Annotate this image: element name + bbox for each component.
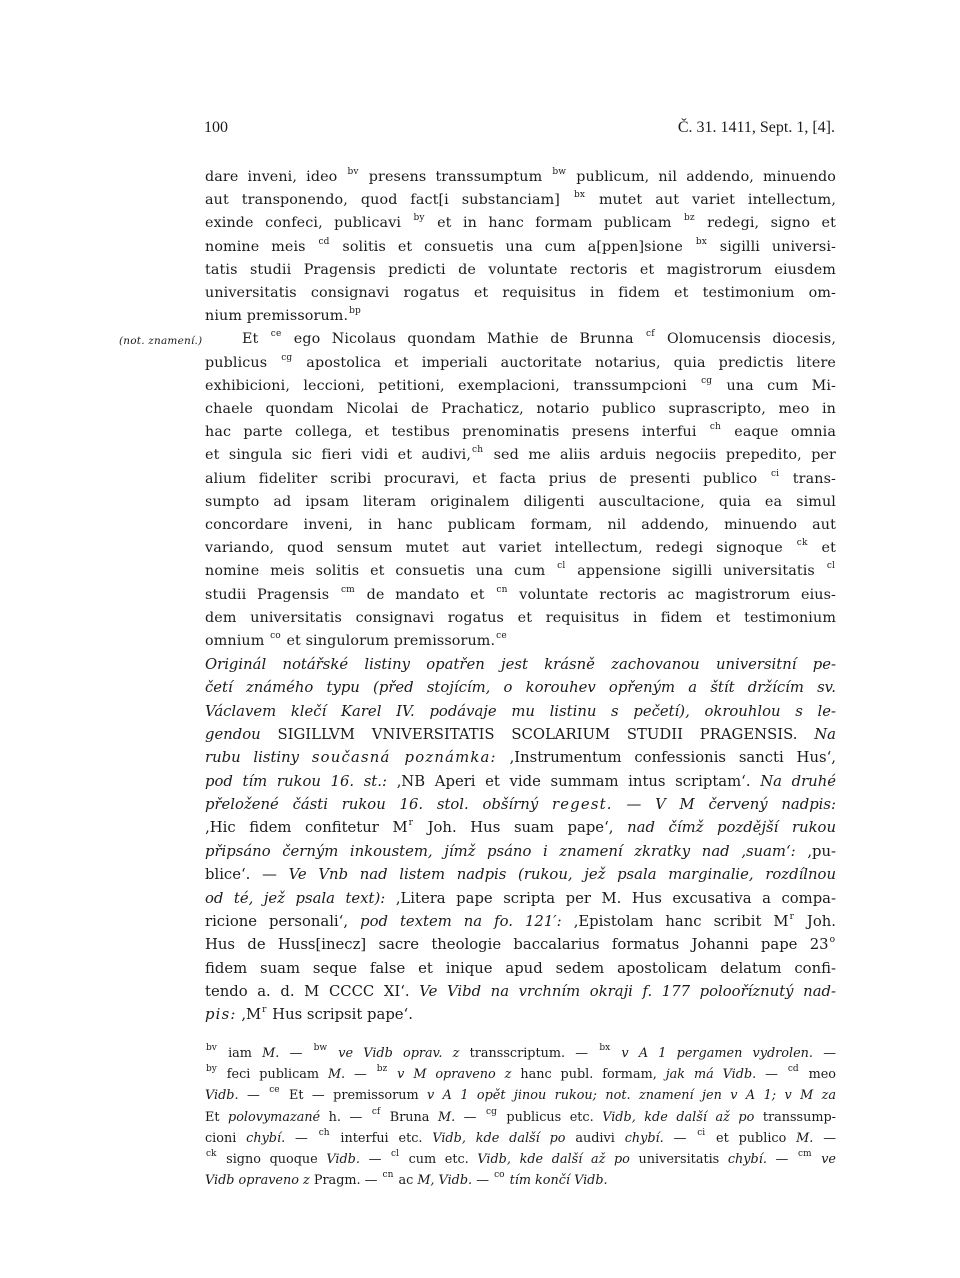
italic-text: M. xyxy=(327,1067,346,1083)
note-marker: bx xyxy=(573,190,586,201)
italic-text: V M červený nadpis: xyxy=(655,796,836,814)
text-run: Bruna xyxy=(381,1109,438,1125)
text-run: Et xyxy=(205,1109,229,1125)
text-run: et xyxy=(808,540,836,557)
main-text-line xyxy=(205,212,836,235)
text-run: universitatis xyxy=(629,1152,728,1167)
note-marker: bz xyxy=(376,1064,388,1075)
italic-text: pod tím rukou 16. st.: xyxy=(205,772,387,790)
italic-text: četí známého typu (před stojícím, o korouhev opřeným a štít držícím sv. xyxy=(205,679,836,697)
note-marker: co xyxy=(494,1170,505,1181)
text-run: audivi xyxy=(565,1130,625,1146)
margin-note: (not. znamení.) xyxy=(119,335,203,347)
text-run: ‚NB Aperi et vide summam intus scriptam‘. xyxy=(386,772,761,790)
text-run: meo xyxy=(799,1067,837,1083)
text-run: ‚M xyxy=(236,1006,262,1024)
text-run: transsump- xyxy=(754,1109,836,1125)
text-run: et in hanc formam publicam xyxy=(425,215,683,232)
commentary-line xyxy=(205,723,836,746)
text-run: voluntate rectoris ac magistrorum eius- xyxy=(508,586,836,603)
main-text-line xyxy=(205,491,836,514)
text-run: eaque omnia xyxy=(721,424,837,441)
note-marker: ck xyxy=(206,1149,217,1159)
main-text-line xyxy=(205,560,836,583)
main-text-line xyxy=(205,537,836,560)
italic-text: Ve Vnb nad listem nadpis (rukou, jež psala marginalie, rozdílnou xyxy=(288,866,836,884)
main-text-line xyxy=(205,398,836,421)
text-run: ‚Instrumentum confessionis sancti Hus‘, xyxy=(496,749,836,767)
text-run: Olomucensis diocesis, xyxy=(655,331,836,348)
note-marker: bv xyxy=(347,167,359,177)
text-run: — xyxy=(612,796,656,814)
main-text-line xyxy=(205,305,836,328)
note-marker: by xyxy=(206,1064,217,1075)
note-marker: cm xyxy=(341,584,355,595)
italic-text: přeložené části rukou 16. stol. obšírný xyxy=(205,796,552,814)
italic-text: pod textem na fo. 121′: xyxy=(360,912,562,930)
text-run: h. — xyxy=(320,1109,371,1125)
commentary-line xyxy=(205,910,836,933)
text-run: — xyxy=(766,1152,797,1167)
text-run: — xyxy=(359,1152,391,1167)
commentary-line xyxy=(205,700,836,723)
text-run: sed me aliis arduis negociis prepedito, per xyxy=(484,447,836,464)
main-text-line xyxy=(205,514,836,537)
text-run: exhibicioni, leccioni, petitioni, exemplacioni, transsumpcioni xyxy=(205,377,701,394)
note-marker: cn xyxy=(496,584,508,595)
main-text-line xyxy=(205,259,836,282)
main-text-line xyxy=(205,282,836,305)
italic-text: v A 1 opět jinou rukou; not. znamení jen v A 1; v M za xyxy=(427,1088,837,1104)
italic-text: Vidb, kde další až po xyxy=(477,1152,630,1167)
note-marker: ce xyxy=(496,631,507,641)
italic-text: Vidb, kde další až po xyxy=(602,1109,755,1125)
footnote-line xyxy=(205,1085,836,1106)
italic-text: M. xyxy=(796,1130,814,1146)
note-marker: cl xyxy=(391,1149,399,1159)
text-run: iam xyxy=(217,1046,263,1061)
text-run: publicum, nil addendo, minuendo xyxy=(567,169,836,185)
commentary-line xyxy=(205,957,836,980)
italic-text: v A 1 pergamen vydrolen. xyxy=(611,1046,813,1061)
italic-text: Vidb, kde další po xyxy=(432,1130,566,1146)
text-run: ego Nicolaus quondam Mathie de Brunna xyxy=(282,331,646,348)
text-run: ‚Epistolam hanc scribit M xyxy=(561,912,789,930)
note-marker: bp xyxy=(349,306,361,317)
text-run: ‚Litera pape scripta per M. Hus excusativa a compa- xyxy=(385,889,836,907)
commentary-line xyxy=(205,653,836,676)
note-marker: cg xyxy=(486,1106,497,1117)
main-text-line xyxy=(205,421,836,444)
note-marker: ce xyxy=(269,1085,280,1096)
italic-text: Na xyxy=(814,726,836,744)
text-run: concordare inveni, in hanc publicam formam, nil addendo, minuendo aut xyxy=(205,517,836,533)
footnote-line xyxy=(205,1149,836,1170)
text-run: alium fideliter scribi procuravi, et facta prius de presenti publico xyxy=(205,470,770,487)
italic-text: nad čímž pozdější rukou xyxy=(627,819,836,837)
note-marker: ch xyxy=(709,422,721,433)
text-run: hanc publ. formam, xyxy=(511,1067,666,1083)
commentary-line xyxy=(205,676,836,699)
note-marker: r xyxy=(789,911,794,922)
commentary-line xyxy=(205,793,836,816)
running-head: Č. 31. 1411, Sept. 1, [4]. xyxy=(677,119,835,136)
note-marker: cf xyxy=(371,1106,381,1117)
text-run: appensione sigilli universitatis xyxy=(566,563,826,580)
note-marker: cm xyxy=(797,1149,812,1159)
italic-text: gendou xyxy=(205,726,278,744)
note-marker: bx xyxy=(599,1043,611,1053)
text-run: interfui etc. xyxy=(330,1130,433,1146)
text-run: universitatis consignavi rogatus et requisitus in fidem et testimonium om- xyxy=(205,285,836,301)
note-marker: cf xyxy=(646,329,655,340)
main-text-line xyxy=(205,236,836,259)
italic-text: připsáno černým inkoustem, jímž psáno i znamení zkratky nad ‚suam‘: xyxy=(205,842,796,860)
text-run: — xyxy=(663,1130,697,1146)
text-run: — xyxy=(285,1130,318,1146)
text-run: feci publicam xyxy=(217,1067,328,1083)
text-run: nomine meis xyxy=(205,238,318,255)
text-run: Et — premissorum xyxy=(280,1088,428,1104)
note-marker: bw xyxy=(313,1043,328,1053)
text-run: dem universitatis consignavi rogatus et requisitus in fidem et testimonium xyxy=(205,609,836,626)
note-marker: ch xyxy=(472,445,484,456)
page-number: 100 xyxy=(204,119,228,136)
text-run: et publico xyxy=(706,1130,797,1146)
note-marker: bw xyxy=(552,167,567,177)
note-marker: co xyxy=(270,631,281,641)
text-run: — xyxy=(238,1088,269,1104)
text-run: Hus de Huss[inecz] sacre theologie baccalarius formatus Johanni pape 23 xyxy=(205,936,829,954)
italic-text: Vidb opraveno z xyxy=(205,1173,310,1189)
italic-text: rubu listiny xyxy=(205,749,312,767)
italic-text: chybí. xyxy=(624,1130,664,1146)
text-run: et singulorum premissorum. xyxy=(281,633,496,649)
spaced-italic-text: současná poznámka: xyxy=(311,749,497,767)
italic-text: M. xyxy=(437,1109,456,1125)
italic-text: polovymazané xyxy=(228,1109,321,1125)
text-run: Joh. Hus suam pape‘, xyxy=(413,819,628,837)
italic-text: Vidb. xyxy=(326,1152,360,1167)
text-run: signo quoque xyxy=(217,1152,327,1167)
italic-text: Na druhé xyxy=(760,772,836,790)
commentary-line xyxy=(205,887,836,910)
italic-text: chybí. xyxy=(727,1152,767,1167)
note-marker: cg xyxy=(701,375,713,386)
note-marker: r xyxy=(408,818,413,829)
italic-text: Vidb. xyxy=(205,1088,239,1104)
footnote-line xyxy=(205,1107,836,1128)
text-run: — xyxy=(756,1067,787,1083)
text-run: ‚pu- xyxy=(795,842,836,860)
italic-text: M. xyxy=(262,1046,280,1061)
text-run: sigilli universi- xyxy=(707,238,837,255)
commentary-line xyxy=(205,770,836,793)
note-marker: cn xyxy=(382,1170,394,1181)
text-run: Pragm. — xyxy=(309,1173,382,1189)
italic-text: Václavem klečí Karel IV. podávaje mu listinu s pečetí), okrouhlou s le- xyxy=(205,702,836,720)
text-run: exinde confeci, publicavi xyxy=(205,215,413,232)
note-marker: cg xyxy=(281,352,293,363)
text-run: — xyxy=(279,1046,313,1061)
text-run: — xyxy=(455,1109,486,1125)
text-run: Hus scripsit pape‘. xyxy=(267,1006,413,1024)
text-run: hac parte collega, et testibus prenominatis presens interfui xyxy=(205,424,709,441)
text-run: mutet aut variet intellectum, xyxy=(586,192,836,209)
text-run: omnium xyxy=(205,633,270,649)
text-run: tatis studii Pragensis predicti de voluntate rectoris et magistrorum eiusdem xyxy=(205,261,836,278)
note-marker: ce xyxy=(270,329,282,340)
text-run: nomine meis solitis et consuetis una cum xyxy=(205,563,557,580)
main-text-line xyxy=(205,584,836,607)
text-run: studii Pragensis xyxy=(205,586,340,603)
commentary-line xyxy=(205,933,836,956)
text-run: solitis et consuetis una cum a[ppen]sione xyxy=(330,238,695,255)
note-marker: cd xyxy=(318,236,330,247)
italic-text: jak má Vidb. xyxy=(665,1067,757,1083)
text-run: ‚Hic fidem confitetur M xyxy=(205,819,408,837)
text-run: chaele quondam Nicolai de Prachaticz, notario publico suprascripto, meo in xyxy=(205,401,836,417)
text-run: transscriptum. — xyxy=(459,1046,599,1061)
text-run: variando, quod sensum mutet aut variet intellectum, redegi signoque xyxy=(205,540,796,557)
text-run: cum etc. xyxy=(399,1152,478,1167)
main-text-line xyxy=(205,375,836,398)
italic-text: ve Vidb oprav. z xyxy=(328,1046,460,1061)
text-run: sumpto ad ipsam literam originalem diligenti auscultacione, quia ea simul xyxy=(205,493,836,510)
italic-text: Originál notářské listiny opatřen jest krásně zachovanou universitní pe- xyxy=(205,656,836,673)
italic-text: tím končí Vidb. xyxy=(505,1173,608,1189)
text-run: dare inveni, ideo xyxy=(205,169,347,185)
commentary-line xyxy=(205,1003,836,1026)
text-run: et singula sic fieri vidi et audivi, xyxy=(205,447,472,464)
italic-text: chybí. xyxy=(246,1130,286,1146)
italic-text: ve xyxy=(812,1152,837,1167)
text-run: — xyxy=(813,1130,836,1146)
commentary-line xyxy=(205,840,836,863)
main-text-line xyxy=(205,630,836,653)
italic-text: od té, jež psala text): xyxy=(205,889,386,907)
text-run: publicus xyxy=(205,354,281,371)
note-marker: r xyxy=(262,1005,267,1016)
text-run: blice‘. — xyxy=(205,866,289,884)
text-run: — xyxy=(345,1067,376,1083)
note-marker: bz xyxy=(683,213,695,224)
text-run: SIGILLVM VNIVERSITATIS SCOLARIUM STUDII PRAGENSIS. xyxy=(277,726,815,744)
note-marker: ci xyxy=(770,468,780,479)
note-marker: ck xyxy=(796,538,808,549)
note-marker: by xyxy=(413,213,425,224)
text-run: presens transsumptum xyxy=(359,169,552,185)
footnote-line xyxy=(205,1170,836,1191)
footnote-line xyxy=(205,1064,836,1085)
main-text-line xyxy=(205,328,836,351)
text-run: publicus etc. xyxy=(497,1109,603,1125)
text-run: Joh. xyxy=(794,912,837,930)
text-run: apostolica et imperiali auctoritate notarius, quia predictis litere xyxy=(293,354,836,371)
note-marker: ch xyxy=(318,1127,330,1138)
commentary-line xyxy=(205,863,836,886)
text-run: — xyxy=(812,1046,837,1061)
text-run: ricione personali‘, xyxy=(205,912,361,930)
text-run: ac xyxy=(394,1173,418,1189)
text-run: una cum Mi- xyxy=(713,377,837,394)
text-run: cioni xyxy=(205,1130,247,1146)
text-run: aut transponendo, quod fact[i substanciam] xyxy=(205,192,573,209)
text-run: tendo a. d. M CCCC XI‘. xyxy=(205,982,420,1000)
note-marker: bx xyxy=(695,236,707,247)
text-run: — xyxy=(472,1173,494,1189)
main-text-line xyxy=(205,468,836,491)
footnote-line xyxy=(205,1128,836,1149)
text-run: fidem suam seque false et inique apud sedem apostolicam delatum confi- xyxy=(205,959,836,977)
text-run: trans- xyxy=(780,470,836,487)
note-marker: cl xyxy=(826,561,835,572)
note-marker: cd xyxy=(787,1064,799,1075)
text-run: de mandato et xyxy=(355,586,496,603)
note-marker: o xyxy=(829,935,835,946)
text-run: Et xyxy=(242,331,270,348)
italic-text: M, Vidb. xyxy=(417,1173,473,1189)
note-marker: cl xyxy=(557,561,566,572)
text-run: nium premissorum. xyxy=(205,308,349,325)
note-marker: bv xyxy=(206,1043,217,1053)
commentary-line xyxy=(205,980,836,1003)
main-text-line xyxy=(205,166,836,189)
main-text-line xyxy=(205,607,836,630)
spaced-italic-text: pis: xyxy=(205,1006,237,1024)
note-marker: ci xyxy=(697,1127,706,1138)
main-text-line xyxy=(205,352,836,375)
page-header xyxy=(204,119,835,141)
footnote-line xyxy=(205,1043,836,1064)
commentary-line xyxy=(205,816,836,839)
main-text-line xyxy=(205,189,836,212)
commentary-line xyxy=(205,746,836,769)
italic-text: Ve Vibd na vrchním okraji f. 177 polooříznutý nad- xyxy=(419,982,836,1000)
main-text-line xyxy=(205,444,836,467)
spaced-italic-text: regest. xyxy=(551,796,613,814)
text-run: redegi, signo et xyxy=(695,215,836,232)
italic-text: v M opraveno z xyxy=(388,1067,512,1083)
